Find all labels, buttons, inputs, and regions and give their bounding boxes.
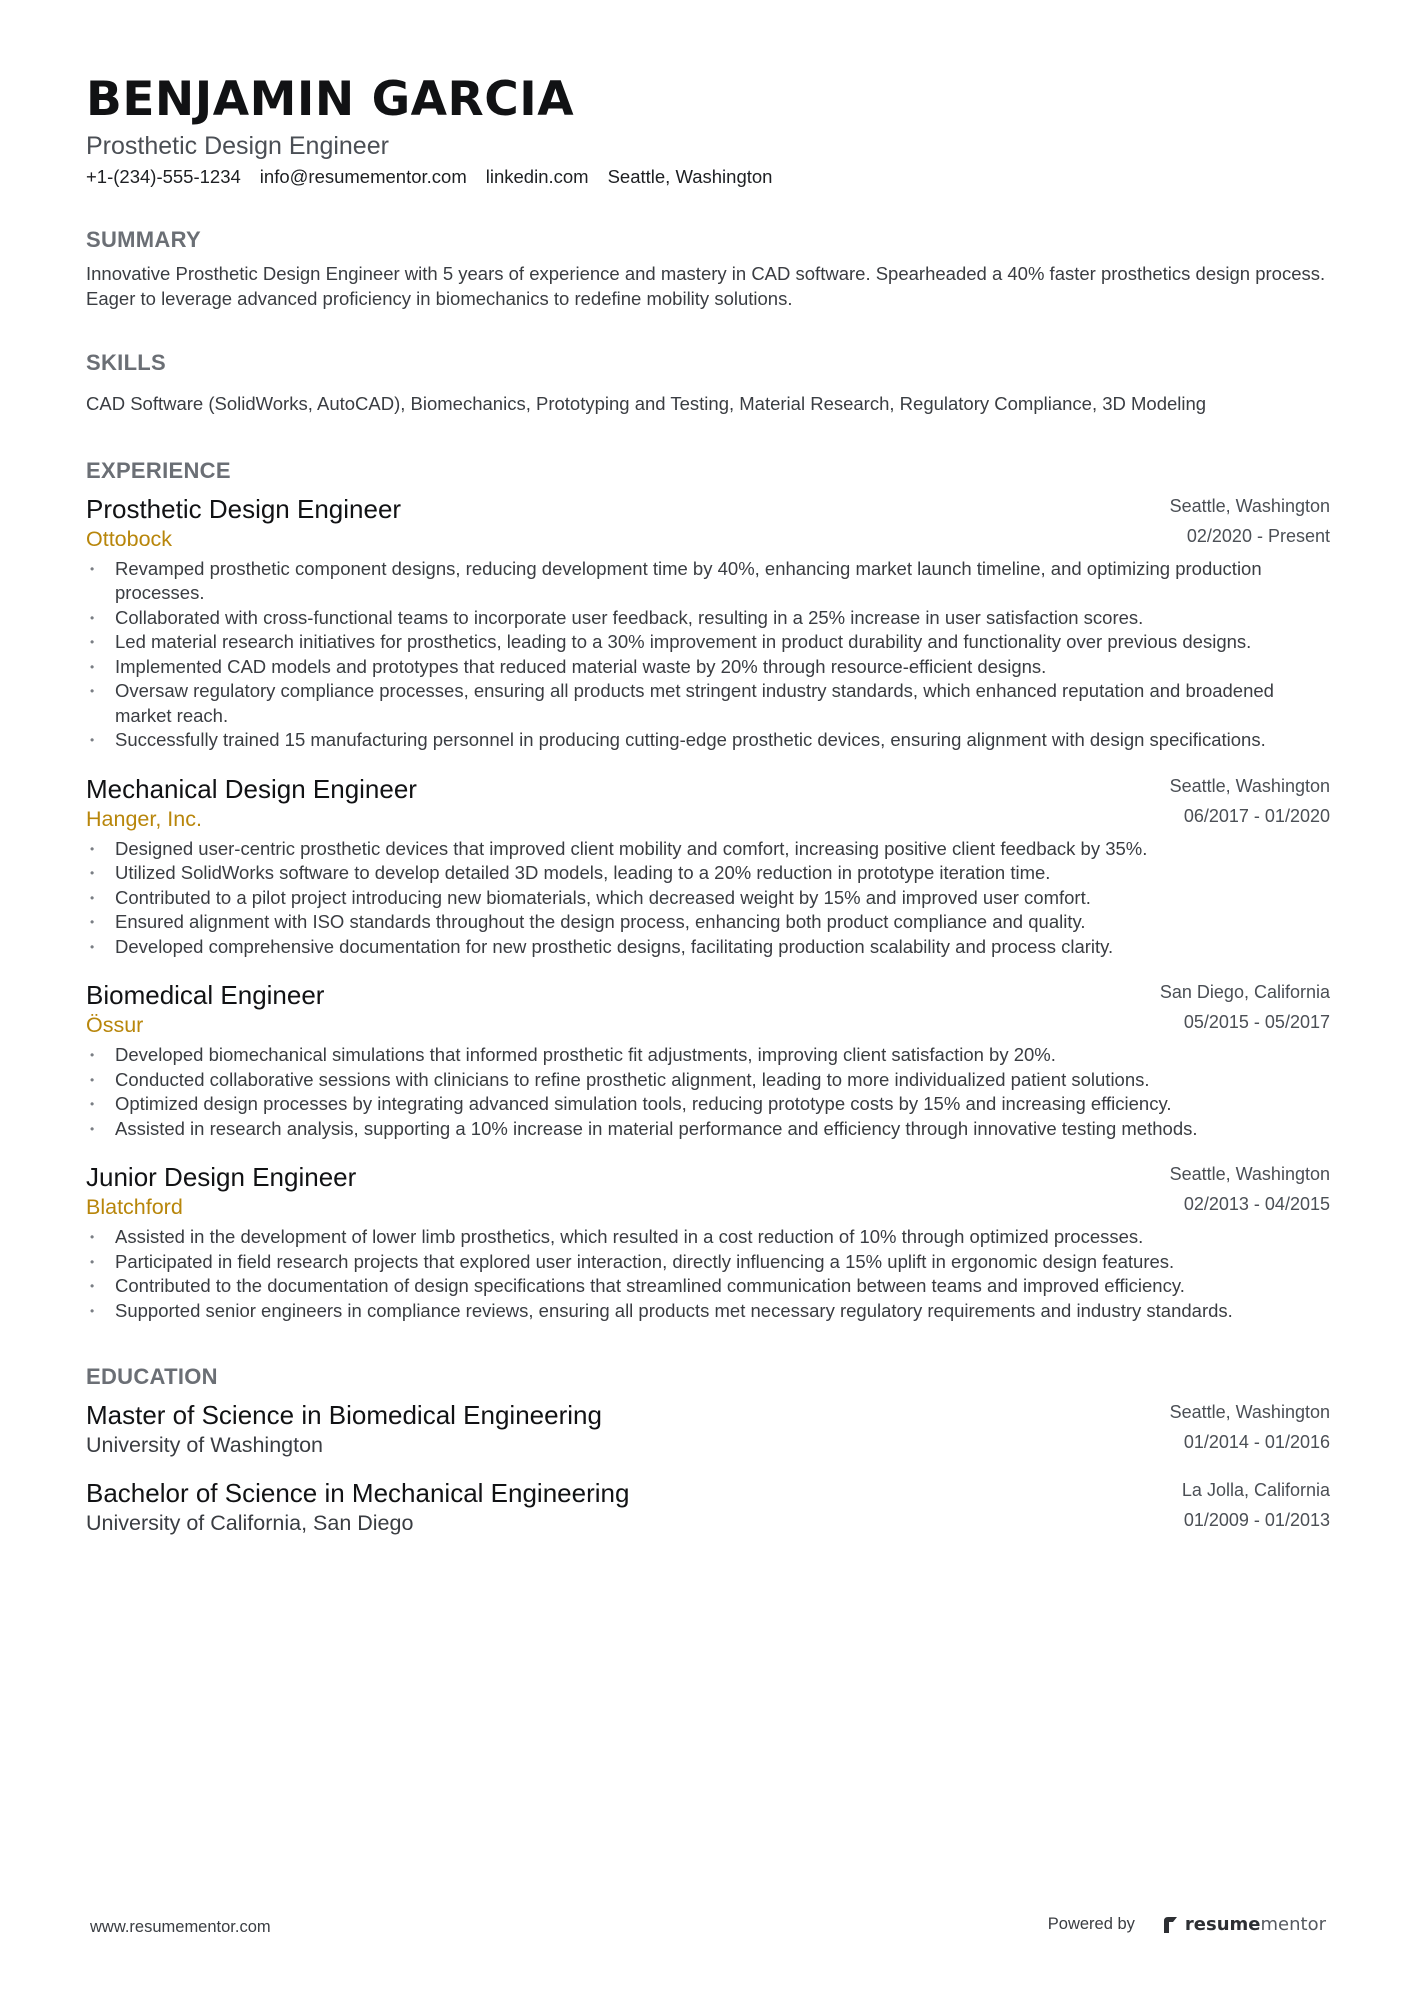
job-entry [86, 1161, 1330, 1323]
experience-heading: EXPERIENCE [86, 457, 231, 483]
skills-text: CAD Software (SolidWorks, AutoCAD), Biomechanics, Prototyping and Testing, Material Research, Regulatory Compliance, 3D Modeling [86, 393, 1207, 414]
job-dates: 02/2020 - Present [1186, 525, 1330, 546]
job-bullet: • Utilized SolidWorks software to develop detailed 3D models, leading to a 20% reduction in prototype iteration time. [86, 861, 1330, 886]
summary-text: Innovative Prosthetic Design Engineer with 5 years of experience and mastery in CAD software. Spearheaded a 40% faster prosthetics design process. Eager to leverage advanced proficiency in biomechanics to redefine mobility solutions. [86, 263, 1326, 309]
education-dates: 01/2014 - 01/2016 [1183, 1432, 1330, 1452]
candidate-headline: Prosthetic Design Engineer [86, 132, 389, 160]
job-bullet: • Optimized design processes by integrating advanced simulation tools, reducing prototype costs by 15% and increasing efficiency. [86, 1092, 1330, 1117]
job-dates: 06/2017 - 01/2020 [1183, 805, 1330, 826]
job-bullet: • Contributed to a pilot project introducing new biomaterials, which decreased weight by 15% and improved user comfort. [86, 886, 1330, 911]
footer-website[interactable]: www.resumementor.com [90, 1918, 271, 1936]
job-bullets [86, 1225, 1330, 1323]
education-dates: 01/2009 - 01/2013 [1183, 1510, 1330, 1530]
job-bullet: • Revamped prosthetic component designs, reducing development time by 40%, enhancing market launch timeline, and optimizing production processes. [86, 557, 1330, 606]
education-location: La Jolla, California [1181, 1480, 1330, 1500]
job-bullet: • Contributed to the documentation of design specifications that streamlined communication between teams and improved efficiency. [86, 1274, 1330, 1299]
job-title: Junior Design Engineer [86, 1162, 357, 1192]
footer-branding [1048, 1914, 1326, 1935]
job-bullet: • Ensured alignment with ISO standards throughout the design process, enhancing both product compliance and quality. [86, 910, 1330, 935]
education-school: University of Washington [86, 1433, 323, 1457]
education-degree: Master of Science in Biomedical Engineering [86, 1400, 602, 1430]
job-bullet: • Developed biomechanical simulations that informed prosthetic fit adjustments, improving client satisfaction by 20%. [86, 1043, 1330, 1068]
job-location: San Diego, California [1159, 982, 1330, 1002]
job-bullet: • Led material research initiatives for prosthetics, leading to a 30% improvement in product durability and functionality over previous designs. [86, 630, 1330, 655]
job-bullet: • Successfully trained 15 manufacturing personnel in producing cutting-edge prosthetic devices, ensuring alignment with design specifications. [86, 728, 1330, 753]
contact-email[interactable]: info@resumementor.com [259, 166, 467, 187]
job-bullet: • Oversaw regulatory compliance processes, ensuring all products met stringent industry standards, which enhanced reputation and broadened market reach. [86, 679, 1330, 728]
job-bullets [86, 837, 1330, 960]
brand-name-bold: resume [1184, 1914, 1261, 1935]
job-entry [86, 979, 1330, 1141]
job-bullet: • Supported senior engineers in compliance reviews, ensuring all products met necessary regulatory requirements and industry standards. [86, 1299, 1330, 1324]
job-entry [86, 493, 1330, 753]
powered-by-label: Powered by [1047, 1915, 1135, 1933]
summary-section [86, 226, 1330, 311]
job-company: Hanger, Inc. [86, 806, 202, 831]
resumementor-logo-icon [1163, 1916, 1179, 1934]
job-location: Seattle, Washington [1169, 1164, 1330, 1184]
education-location: Seattle, Washington [1169, 1402, 1330, 1422]
education-section [86, 1363, 1330, 1537]
education-heading: EDUCATION [86, 1364, 218, 1389]
education-degree: Bachelor of Science in Mechanical Engineering [86, 1478, 630, 1508]
job-location: Seattle, Washington [1169, 495, 1330, 516]
job-dates: 02/2013 - 04/2015 [1183, 1194, 1330, 1214]
contact-phone: +1-(234)-555-1234 [86, 166, 241, 187]
job-dates: 05/2015 - 05/2017 [1183, 1012, 1330, 1032]
contact-line [86, 164, 1330, 190]
job-title: Prosthetic Design Engineer [86, 493, 402, 524]
skills-heading: SKILLS [86, 350, 167, 375]
job-entry [86, 773, 1330, 960]
contact-linkedin[interactable]: linkedin.com [485, 166, 589, 187]
job-title: Biomedical Engineer [86, 980, 325, 1010]
job-bullet: • Developed comprehensive documentation for new prosthetic designs, facilitating production scalability and process clarity. [86, 935, 1330, 960]
skills-section [86, 349, 1330, 417]
job-location: Seattle, Washington [1169, 775, 1330, 796]
job-bullet: • Assisted in research analysis, supporting a 10% increase in material performance and efficiency through innovative testing methods. [86, 1117, 1330, 1142]
education-school: University of California, San Diego [86, 1511, 414, 1535]
job-bullet: • Designed user-centric prosthetic devices that improved client mobility and comfort, increasing positive client feedback by 35%. [86, 837, 1330, 862]
resume-header [86, 72, 1330, 190]
education-entry [86, 1399, 1330, 1459]
summary-heading: SUMMARY [86, 227, 201, 252]
job-company: Ottobock [86, 526, 173, 551]
brand-name-light: mentor [1260, 1914, 1326, 1935]
job-bullets [86, 557, 1330, 753]
job-bullet: • Implemented CAD models and prototypes that reduced material waste by 20% through resource-efficient designs. [86, 655, 1330, 680]
education-entry [86, 1477, 1330, 1537]
job-bullet: • Collaborated with cross-functional teams to incorporate user feedback, resulting in a 25% increase in user satisfaction scores. [86, 606, 1330, 631]
experience-section [86, 457, 1330, 1324]
job-title: Mechanical Design Engineer [86, 773, 417, 804]
job-bullets [86, 1043, 1330, 1141]
job-bullet: • Assisted in the development of lower limb prosthetics, which resulted in a cost reduction of 10% through optimized processes. [86, 1225, 1330, 1250]
brand-logo[interactable] [1163, 1914, 1326, 1935]
candidate-name: BENJAMIN GARCIA [86, 72, 575, 127]
resume-page [86, 72, 1330, 1537]
job-bullet: • Conducted collaborative sessions with clinicians to refine prosthetic alignment, leading to more individualized patient solutions. [86, 1068, 1330, 1093]
job-company: Blatchford [86, 1195, 183, 1219]
contact-location: Seattle, Washington [607, 166, 773, 187]
job-bullet: • Participated in field research projects that explored user interaction, directly influencing a 15% uplift in ergonomic design features. [86, 1250, 1330, 1275]
job-company: Össur [86, 1013, 144, 1037]
